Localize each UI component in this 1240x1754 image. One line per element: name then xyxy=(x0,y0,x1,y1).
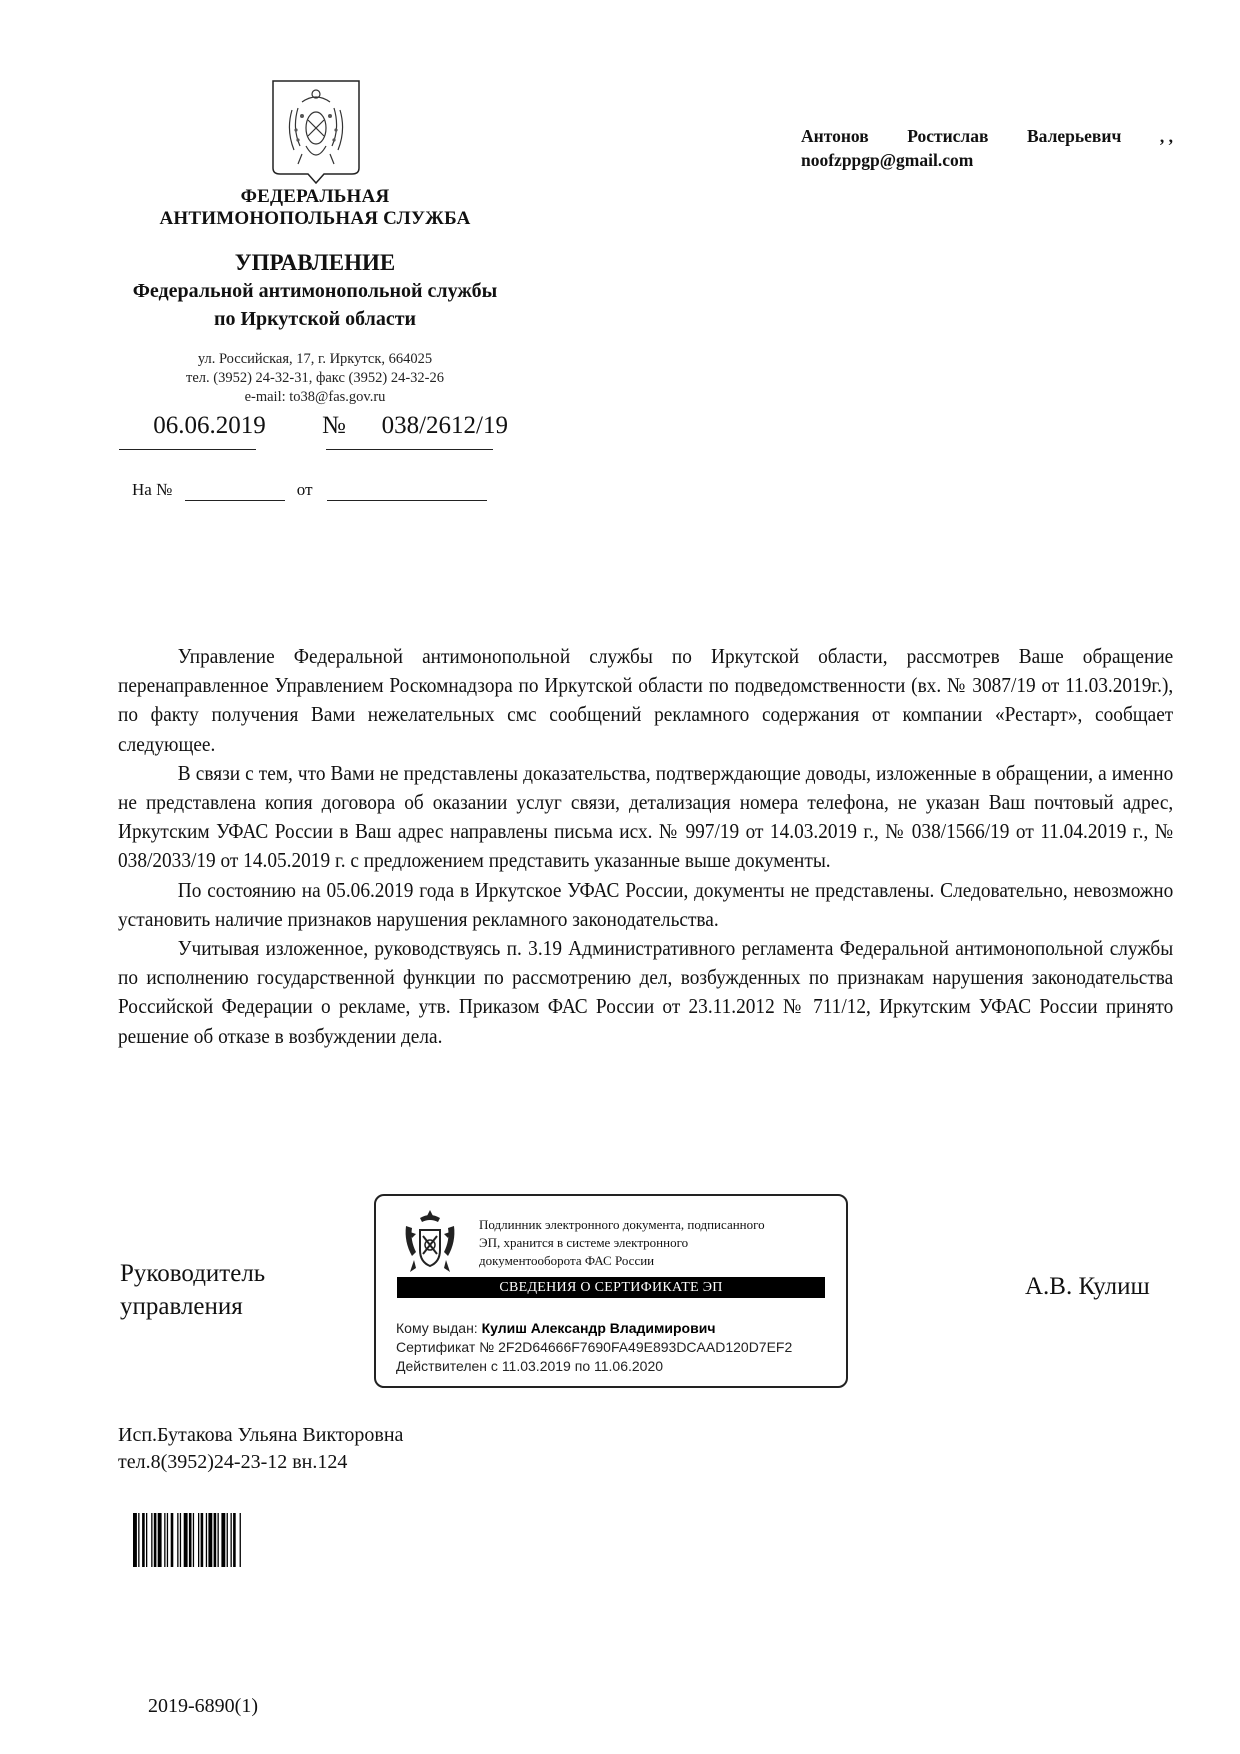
barcode-bar xyxy=(142,1513,145,1567)
barcode-bar xyxy=(189,1513,192,1567)
performer-phone: тел.8(3952)24-23-12 вн.124 xyxy=(118,1451,348,1473)
barcode-bar xyxy=(193,1513,194,1567)
registration-date: 06.06.2019 xyxy=(153,412,266,439)
barcode-bar xyxy=(154,1513,157,1567)
barcode-bar xyxy=(231,1513,232,1567)
contact-email: e-mail: to38@fas.gov.ru xyxy=(244,389,386,405)
body-paragraph: Управление Федеральной антимонопольной службы по Иркутской области, рассмотрев Ваше обращение перенаправленное Управлением Роскомнадзора по Иркутской области по подведомственности (вх. № 3087/19 от 11.03.2019г.), по факту получения Вами нежелательных смс сообщений рекламного содержания от компании «Рестарт», сообщает следующее. xyxy=(118,644,1174,756)
certificate-info-header: СВЕДЕНИЯ О СЕРТИФИКАТЕ ЭП xyxy=(397,1277,825,1298)
barcode-bar xyxy=(240,1513,241,1567)
stamp-notice-line: Подлинник электронного документа, подписанного xyxy=(479,1217,765,1232)
document-number: 2019-6890(1) xyxy=(148,1695,258,1717)
barcode-bar xyxy=(171,1513,174,1567)
barcode-icon xyxy=(133,1513,313,1567)
barcode-bar xyxy=(151,1513,152,1567)
number-underline xyxy=(326,449,493,450)
validity-row xyxy=(396,1357,792,1376)
certificate-details xyxy=(396,1319,792,1376)
barcode-bar xyxy=(167,1513,168,1567)
ref-from-label: от xyxy=(296,480,313,499)
certificate-number-row xyxy=(396,1338,792,1357)
stamp-notice xyxy=(479,1216,765,1270)
barcode-bar xyxy=(198,1513,199,1567)
body-paragraph: Учитывая изложенное, руководствуясь п. 3.19 Административного регламента Федеральной антимонопольной службы по исполнению государственной функции по рассмотрению дел, возбужденных по признакам нарушения законодательства Российской Федерации о рекламе, утв. Приказом ФАС России от 23.11.2012 № 711/12, Иркутским УФАС России принято решение об отказе в возбуждении дела. xyxy=(118,936,1174,1048)
barcode-bar xyxy=(218,1513,219,1567)
addressee-given-name: Ростислав xyxy=(907,126,989,146)
barcode-bar xyxy=(214,1513,217,1567)
barcode-bar xyxy=(184,1513,188,1567)
fas-emblem-icon xyxy=(402,1208,458,1278)
addressee-punctuation: , , xyxy=(1159,126,1173,146)
ref-number-label: На № xyxy=(132,480,173,499)
org-line-1: ФЕДЕРАЛЬНАЯ xyxy=(240,186,390,207)
certificate-number-label: Сертификат № xyxy=(396,1339,495,1355)
barcode-bar xyxy=(180,1513,181,1567)
org-name xyxy=(90,186,540,230)
barcode-bar xyxy=(221,1513,225,1567)
issued-to-row xyxy=(396,1319,792,1338)
barcode-bar xyxy=(146,1513,147,1567)
dept-line-2: Федеральной антимонопольной службы xyxy=(132,280,498,302)
position-line-1: Руководитель xyxy=(120,1260,266,1287)
performer-name: Исп.Бутакова Ульяна Викторовна xyxy=(118,1424,404,1446)
ref-number-blank xyxy=(185,480,285,501)
letter-body xyxy=(118,642,1173,1051)
russian-coat-of-arms-icon xyxy=(272,80,360,184)
number-sign: № xyxy=(322,412,346,439)
performer-block xyxy=(118,1422,403,1476)
barcode-bar xyxy=(206,1513,207,1567)
barcode-bar xyxy=(208,1513,212,1567)
registration-number: 038/2612/19 xyxy=(381,412,508,439)
stamp-notice-line: документооборота ФАС России xyxy=(479,1253,655,1268)
barcode-bar xyxy=(158,1513,162,1567)
barcode-bar xyxy=(164,1513,165,1567)
reference-line xyxy=(132,480,487,501)
dept-line-3: по Иркутской области xyxy=(213,308,417,330)
addressee-patronymic: Валерьевич xyxy=(1027,126,1122,146)
valid-to-label: по xyxy=(574,1358,591,1374)
registration-line xyxy=(132,412,532,452)
barcode-bar xyxy=(133,1513,137,1567)
barcode-bar xyxy=(233,1513,236,1567)
stamp-notice-line: ЭП, хранится в системе электронного xyxy=(479,1235,689,1250)
addressee-name xyxy=(801,124,1173,148)
barcode-bar xyxy=(227,1513,228,1567)
addressee-block xyxy=(801,124,1173,172)
e-signature-stamp xyxy=(374,1194,848,1388)
addressee-surname: Антонов xyxy=(801,126,869,146)
signer-name: А.В. Кулиш xyxy=(1025,1273,1150,1300)
dept-title: УПРАВЛЕНИЕ xyxy=(234,250,396,275)
contact-block xyxy=(90,350,540,407)
barcode-bar xyxy=(201,1513,204,1567)
org-line-2: АНТИМОНОПОЛЬНАЯ СЛУЖБА xyxy=(159,208,471,229)
valid-from-value: 11.03.2019 xyxy=(501,1358,571,1374)
addressee-email: noofzppgp@gmail.com xyxy=(801,150,974,170)
barcode-bar xyxy=(177,1513,178,1567)
valid-from-label: Действителен с xyxy=(396,1358,498,1374)
postal-address: ул. Российская, 17, г. Иркутск, 664025 xyxy=(197,351,433,367)
valid-to-value: 11.06.2020 xyxy=(594,1358,664,1374)
signer-position xyxy=(120,1257,265,1323)
phone-fax: тел. (3952) 24-32-31, факс (3952) 24-32-26 xyxy=(186,370,444,386)
certificate-number-value: 2F2D64666F7690FA49E893DCAAD120D7EF2 xyxy=(498,1339,793,1355)
body-paragraph: По состоянию на 05.06.2019 года в Иркутское УФАС России, документы не представлены. Следовательно, невозможно установить наличие признаков нарушения рекламного законодательства. xyxy=(118,877,1174,931)
position-line-2: управления xyxy=(120,1293,243,1320)
issued-to-label: Кому выдан: xyxy=(396,1320,478,1336)
body-paragraph: В связи с тем, что Вами не представлены доказательства, подтверждающие доводы, изложенные в обращении, а именно не представлена копия договора об оказании услуг связи, детализация номера телефона, не указан Ваш почтовый адрес, Иркутским УФАС России в Ваш адрес направлены письма исх. № 997/19 от 14.03.2019 г., № 038/1566/19 от 11.04.2019 г., № 038/2033/19 от 14.05.2019 г. с предложением представить указанные выше документы. xyxy=(118,760,1174,873)
date-underline xyxy=(119,449,256,450)
dept-name xyxy=(90,277,540,333)
issued-to-value: Кулиш Александр Владимирович xyxy=(481,1320,716,1336)
ref-date-blank xyxy=(327,480,487,501)
barcode-bar xyxy=(138,1513,139,1567)
